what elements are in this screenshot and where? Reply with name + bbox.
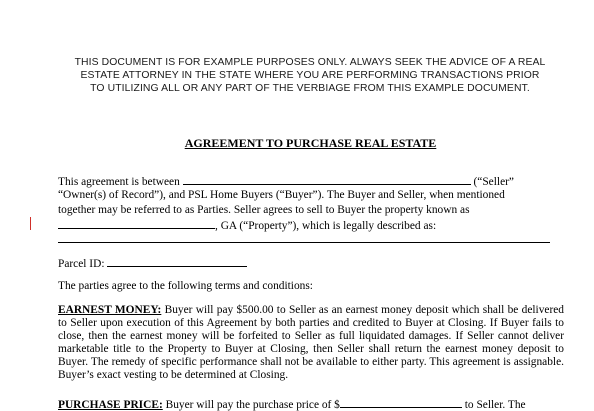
intro-text: This agreement is between xyxy=(58,176,180,188)
terms-intro: The parties agree to the following terms and conditions: xyxy=(58,280,313,292)
disclaimer-line: THIS DOCUMENT IS FOR EXAMPLE PURPOSES ONLY. ALWAYS SEEK THE ADVICE OF A REAL xyxy=(74,57,546,68)
text-cursor xyxy=(30,217,31,230)
intro-line-3: together may be referred to as Parties. Seller agrees to sell to Buyer the property known as xyxy=(58,204,470,216)
parcel-id-line xyxy=(58,256,247,270)
purchase-price-heading: PURCHASE PRICE: xyxy=(58,399,163,411)
intro-line-1 xyxy=(58,174,514,188)
earnest-money-body: Buyer will pay $500.00 to Seller as an earnest money deposit which shall be delivered to Seller upon execution of this Agreement by both parties and credited to Buyer at Closing. If Buyer fails to close, then the earnest money will be forfeited to Seller as full liquidated damages. If Seller cannot deliver marketable title to the Property to Buyer at Closing, then Seller shall return the earnest money deposit to Buyer. The remedy of specific performance shall not be available to either party. This agreement is assignable. Buyer’s exact vesting to be determined at Closing. xyxy=(58,304,565,381)
parcel-id-field[interactable] xyxy=(107,256,247,267)
intro-line-2: “Owner(s) of Record”), and PSL Home Buyers (“Buyer”). The Buyer and Seller, when mentioned xyxy=(58,189,505,201)
intro-text: , GA (“Property”), which is legally described as: xyxy=(215,220,437,232)
disclaimer-line: TO UTILIZING ALL OR ANY PART OF THE VERBIAGE FROM THIS EXAMPLE DOCUMENT. xyxy=(90,83,530,94)
intro-text: (“Seller” xyxy=(473,176,514,188)
purchase-price-line xyxy=(58,397,526,411)
purchase-price-text: Buyer will pay the purchase price of $ xyxy=(162,399,340,411)
intro-line-4 xyxy=(58,218,436,232)
disclaimer-notice xyxy=(40,56,580,95)
seller-name-field[interactable] xyxy=(183,174,471,185)
document-title: AGREEMENT TO PURCHASE REAL ESTATE xyxy=(184,136,437,150)
purchase-price-text: to Seller. The xyxy=(464,399,526,411)
legal-description-field[interactable] xyxy=(58,242,550,243)
disclaimer-line: ESTATE ATTORNEY IN THE STATE WHERE YOU ARE PERFORMING TRANSACTIONS PRIOR xyxy=(80,70,540,81)
purchase-price-field[interactable] xyxy=(340,397,462,408)
parcel-id-label: Parcel ID: xyxy=(58,258,105,270)
property-address-field[interactable] xyxy=(58,218,215,229)
earnest-money-paragraph xyxy=(58,304,564,381)
earnest-money-heading: EARNEST MONEY: xyxy=(58,304,162,316)
